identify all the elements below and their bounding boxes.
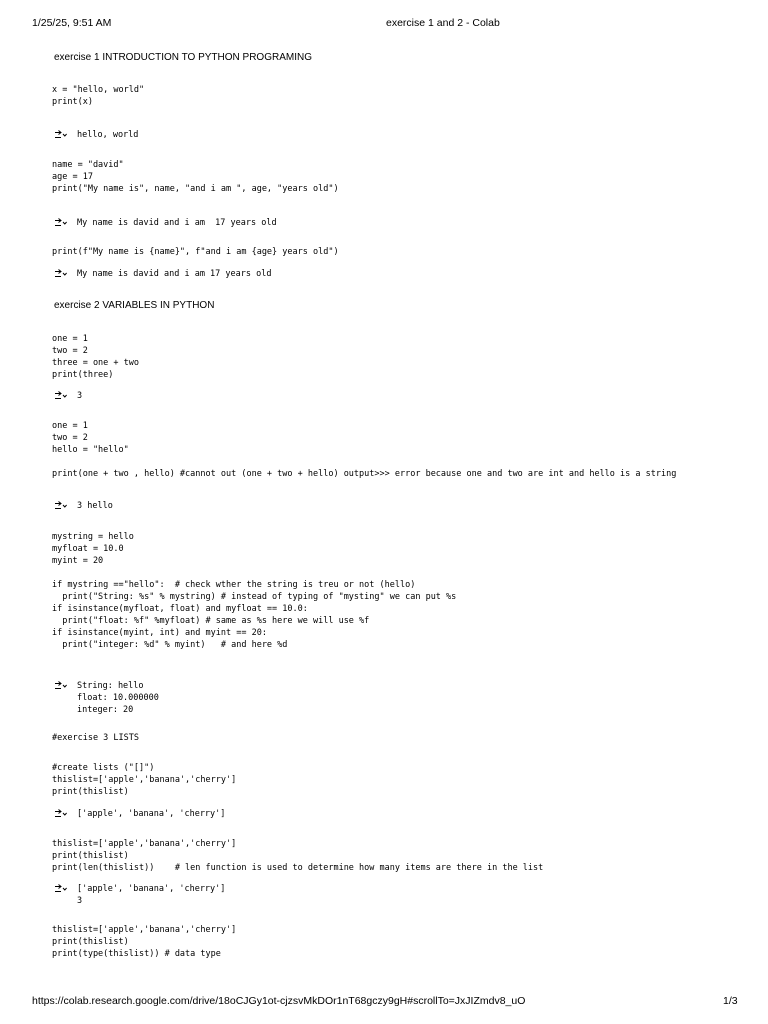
code-cell-list-type[interactable]: thislist=['apple','banana','cherry'] print(thislist) print(type(thislist)) # data type xyxy=(52,925,237,959)
code-cell-exercise-3-comment[interactable]: #exercise 3 LISTS xyxy=(52,733,139,743)
code-cell-create-list[interactable]: #create lists ("[]") thislist=['apple','banana','cherry'] print(thislist) xyxy=(52,763,237,797)
output-toggle-icon[interactable] xyxy=(54,681,68,691)
cell-output: ['apple', 'banana', 'cherry'] 3 xyxy=(77,884,226,906)
cell-output: 3 hello xyxy=(77,501,113,511)
print-datetime: 1/25/25, 9:51 AM xyxy=(32,17,112,29)
code-cell-sum[interactable]: one = 1 two = 2 three = one + two print(three) xyxy=(52,334,139,380)
code-cell-fstring[interactable]: print(f"My name is {name}", f"and i am {age} years old") xyxy=(52,247,339,257)
output-toggle-icon[interactable] xyxy=(54,218,68,228)
code-cell-format-strings[interactable]: mystring = hello myfloat = 10.0 myint = 20 if mystring =="hello": # check wther the string is treu or not (hello) print("String: %s" % mystring) # instead of typing of "mysting" we can put %s if isinstance(myfloat, float) and myfloat == 10.0: print("float: %f" %myfloat) # same as %s here we will use %f if isinstance(myint, int) and myint == 20: print("integer: %d" % myint) # and here %d xyxy=(52,532,457,650)
cell-output: ['apple', 'banana', 'cherry'] xyxy=(77,809,226,819)
output-toggle-icon[interactable] xyxy=(54,391,68,401)
output-toggle-icon[interactable] xyxy=(54,501,68,511)
code-cell-list-length[interactable]: thislist=['apple','banana','cherry'] print(thislist) print(len(thislist)) # len function is used to determine how many items are there in the list xyxy=(52,839,544,873)
code-cell-print-mixed[interactable]: one = 1 two = 2 hello = "hello" print(one + two , hello) #cannot out (one + two + hello) output>>> error because one and two are int and hello is a string xyxy=(52,421,677,479)
cell-output: hello, world xyxy=(77,130,139,140)
page-number: 1/3 xyxy=(723,995,738,1007)
output-toggle-icon[interactable] xyxy=(54,269,68,279)
code-cell-hello-world[interactable]: x = "hello, world" print(x) xyxy=(52,85,145,107)
page-url[interactable]: https://colab.research.google.com/drive/18oCJGy1ot-cjzsvMkDOr1nT68gczy9gH#scrollTo=JxJIZmdv8_uO xyxy=(32,995,526,1007)
exercise-1-heading: exercise 1 INTRODUCTION TO PYTHON PROGRAMING xyxy=(54,52,312,63)
cell-output: 3 xyxy=(77,391,83,401)
cell-output: My name is david and i am 17 years old xyxy=(77,269,272,279)
output-toggle-icon[interactable] xyxy=(54,809,68,819)
output-toggle-icon[interactable] xyxy=(54,884,68,894)
output-toggle-icon[interactable] xyxy=(54,130,68,140)
code-cell-name-age[interactable]: name = "david" age = 17 print("My name is", name, "and i am ", age, "years old") xyxy=(52,160,339,194)
cell-output: String: hello float: 10.000000 integer: 20 xyxy=(77,681,159,715)
exercise-2-heading: exercise 2 VARIABLES IN PYTHON xyxy=(54,300,215,311)
page-title: exercise 1 and 2 - Colab xyxy=(386,17,500,29)
cell-output: My name is david and i am 17 years old xyxy=(77,218,277,228)
